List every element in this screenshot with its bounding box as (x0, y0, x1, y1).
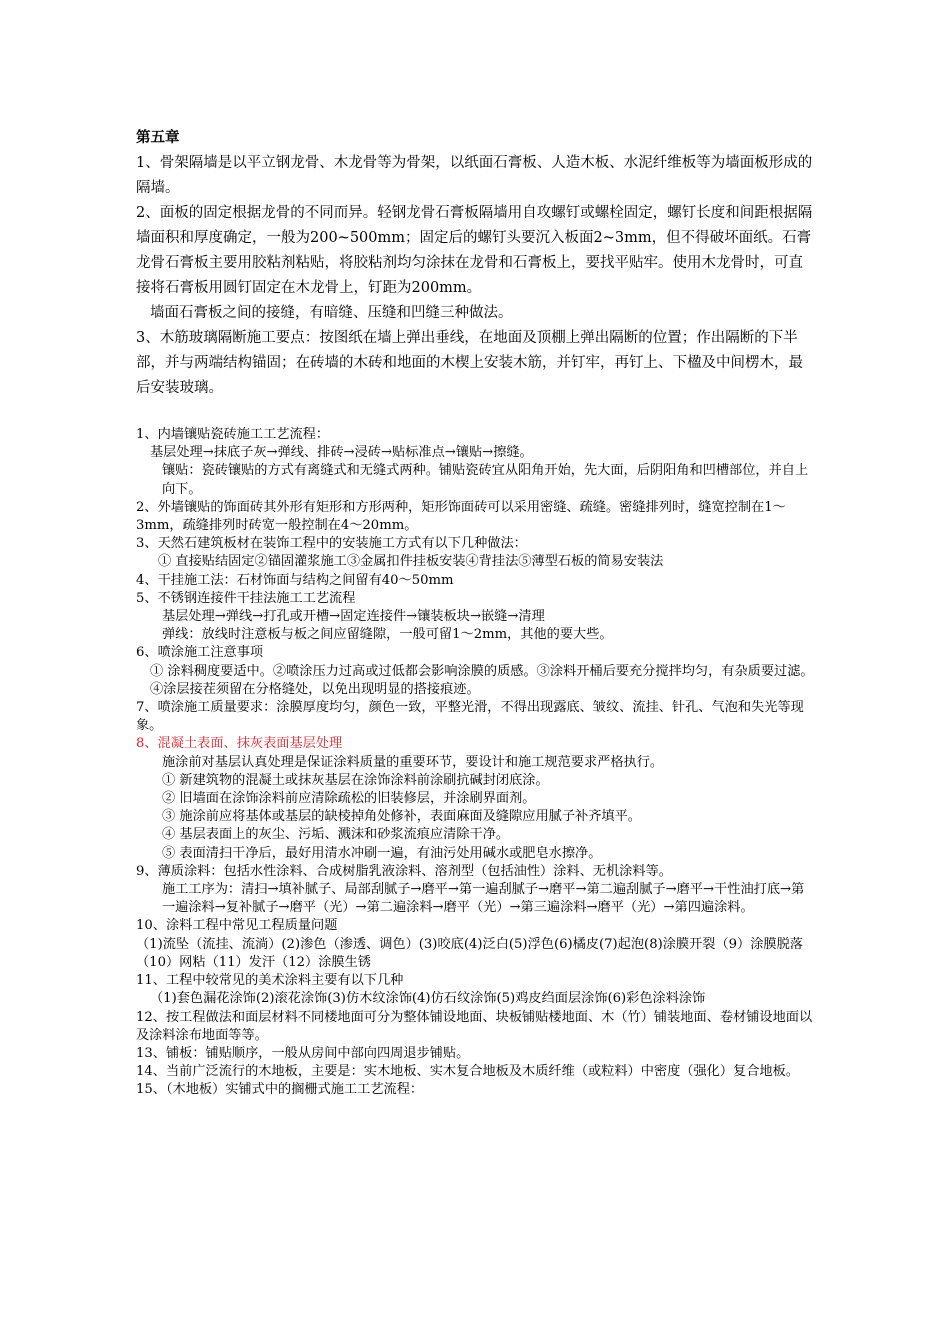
note-text: ① 直接贴结固定②锚固灌浆施工③金属扣件挂板安装④背挂法⑤薄型石板的简易安装法 (158, 554, 664, 570)
notes-section (136, 426, 814, 1100)
note-list-item: ③ 施涂前应将基体或基层的缺棱掉角处修补，表面麻面及缝隙应用腻子补齐填平。 (162, 809, 641, 825)
note-list-item: ④ 基层表面上的灰尘、污垢、溅沫和砂浆流痕应清除干净。 (162, 827, 510, 843)
note-heading: 12、按工程做法和面层材料不同楼地面可分为整体铺设地面、块板铺贴楼地面、木（竹）铺装地面、卷材铺设地面以及涂料涂布地面等等。 (136, 1009, 813, 1043)
note-heading: 9、薄质涂料：包括水性涂料、合成树脂乳液涂料、溶剂型（包括油性）涂料、无机涂料等。 (136, 863, 672, 879)
note-heading: 14、当前广泛流行的木地板，主要是：实木地板、实木复合地板及木质纤维（或粒料）中密度（强化）复合地板。 (136, 1064, 799, 1080)
note-list-item: ⑤ 表面清扫干净后，最好用清水冲刷一遍，有油污处用碱水或肥皂水擦净。 (162, 845, 602, 861)
note-heading: 4、干挂施工法：石材饰面与结构之间留有40～50mm (136, 572, 454, 588)
chapter-paragraph: 1、骨架隔墙是以平立钢龙骨、木龙骨等为骨架，以纸面石膏板、人造木板、水泥纤维板等为墙面板形成的隔墙。 (136, 155, 813, 196)
note-text: 施工工序为：清扫→填补腻子、局部刮腻子→磨平→第一遍刮腻子→磨平→第二遍刮腻子→磨平→干性油打底→第一遍涂料→复补腻子→磨平（光）→第二遍涂料→磨平（光）→第三遍涂料→磨平（光）→第四遍涂料。 (162, 882, 805, 916)
note-text: 施涂前对基层认真处理是保证涂料质量的重要环节，要设计和施工规范要求严格执行。 (162, 754, 664, 770)
note-heading: 1、内墙镶贴瓷砖施工工艺流程： (136, 427, 330, 442)
note-text: 基层处理→抹底子灰→弹线、排砖→浸砖→贴标准点→镶贴→擦缝。 (150, 445, 533, 461)
chapter-paragraph: 3、木筋玻璃隔断施工要点：按图纸在墙上弹出垂线，在地面及顶棚上弹出隔断的位置；作出隔断的下半部，并与两端结构锚固；在砖墙的木砖和地面的木楔上安装木筋，并钉牢，再钉上、下楹及中间楞木，最后安装玻璃。 (136, 330, 803, 396)
note-text: （1)套色漏花涂饰(2)滚花涂饰(3)仿木纹涂饰(4)仿石纹涂饰(5)鸡皮绉面层涂饰(6)彩色涂料涂饰 (150, 991, 706, 1007)
note-heading: 2、外墙镶贴的饰面砖其外形有矩形和方形两种，矩形饰面砖可以采用密缝、疏缝。密缝排列时，缝宽控制在1～3mm，疏缝排列时砖宽一般控制在4～20mm。 (136, 499, 786, 534)
chapter-paragraph: 墙面石膏板之间的接缝，有暗缝、压缝和凹缝三种做法。 (150, 305, 513, 321)
note-heading: 11、工程中较常见的美术涂料主要有以下几种 (136, 973, 404, 989)
note-text: 基层处理→弹线→打孔或开槽→固定连接件→镶装板块→嵌缝→清理 (162, 609, 545, 625)
note-heading: 15、（木地板）实铺式中的搁栅式施工工艺流程： (136, 1082, 424, 1098)
chapter-paragraph: 2、面板的固定根据龙骨的不同而异。轻钢龙骨石膏板隔墙用自攻螺钉或螺栓固定，螺钉长度和间距根据隔墙面积和厚度确定，一般为200~500mm；固定后的螺钉头要沉入板面2~3mm，但不得破坏面纸。石膏龙骨石膏板主要用胶粘剂粘贴，将胶粘剂均匀涂抹在龙骨和石膏板上，要找平贴牢。使用木龙骨时，可直接将石膏板用圆钉固定在木龙骨上，钉距为200mm。 (136, 205, 813, 296)
note-text: ① 涂料稠度要适中。②喷涂压力过高或过低都会影响涂膜的质感。③涂料开桶后要充分搅拌均匀，有杂质要过滤。④涂层接茬须留在分格缝处，以免出现明显的搭接痕迹。 (150, 663, 814, 697)
note-text: 弹线：放线时注意板与板之间应留缝隙，一般可留1～2mm，其他的要大些。 (162, 627, 613, 643)
note-heading: 3、天然石建筑板材在装饰工程中的安装施工方式有以下几种做法： (136, 536, 527, 552)
note-list-item: ② 旧墙面在涂饰涂料前应清除疏松的旧装修层，并涂刷界面剂。 (162, 791, 536, 807)
note-list-item: ① 新建筑物的混凝土或抹灰基层在涂饰涂料前涂刷抗碱封闭底涂。 (162, 772, 549, 788)
note-heading: 13、铺板：铺贴顺序，一般从房间中部向四周退步铺贴。 (136, 1045, 470, 1061)
note-text: （1)流坠（流挂、流淌）(2)渗色（渗透、调色）(3)咬底(4)泛白(5)浮色(6)橘皮(7)起泡(8)涂膜开裂（9）涂膜脱落（10）网粘（11）发汗（12）涂膜生锈 (136, 936, 803, 970)
note-heading: 5、不锈钢连接件干挂法施工工艺流程 (136, 590, 356, 606)
chapter-section (136, 126, 814, 401)
note-heading: 6、喷涂施工注意事项 (136, 645, 264, 661)
chapter-title: 第五章 (136, 130, 180, 146)
note-text: 镶贴：瓷砖镶贴的方式有离缝式和无缝式两种。铺贴瓷砖宜从阳角开始，先大面，后阴阳角和凹槽部位，并自上向下。 (162, 463, 809, 497)
note-heading: 7、喷涂施工质量要求：涂膜厚度均匀，颜色一致，平整光滑，不得出现露底、皱纹、流挂、针孔、气泡和失光等现象。 (136, 700, 804, 734)
note-heading-highlight: 8、混凝土表面、抹灰表面基层处理 (136, 736, 343, 752)
note-heading: 10、涂料工程中常见工程质量问题 (136, 918, 338, 934)
